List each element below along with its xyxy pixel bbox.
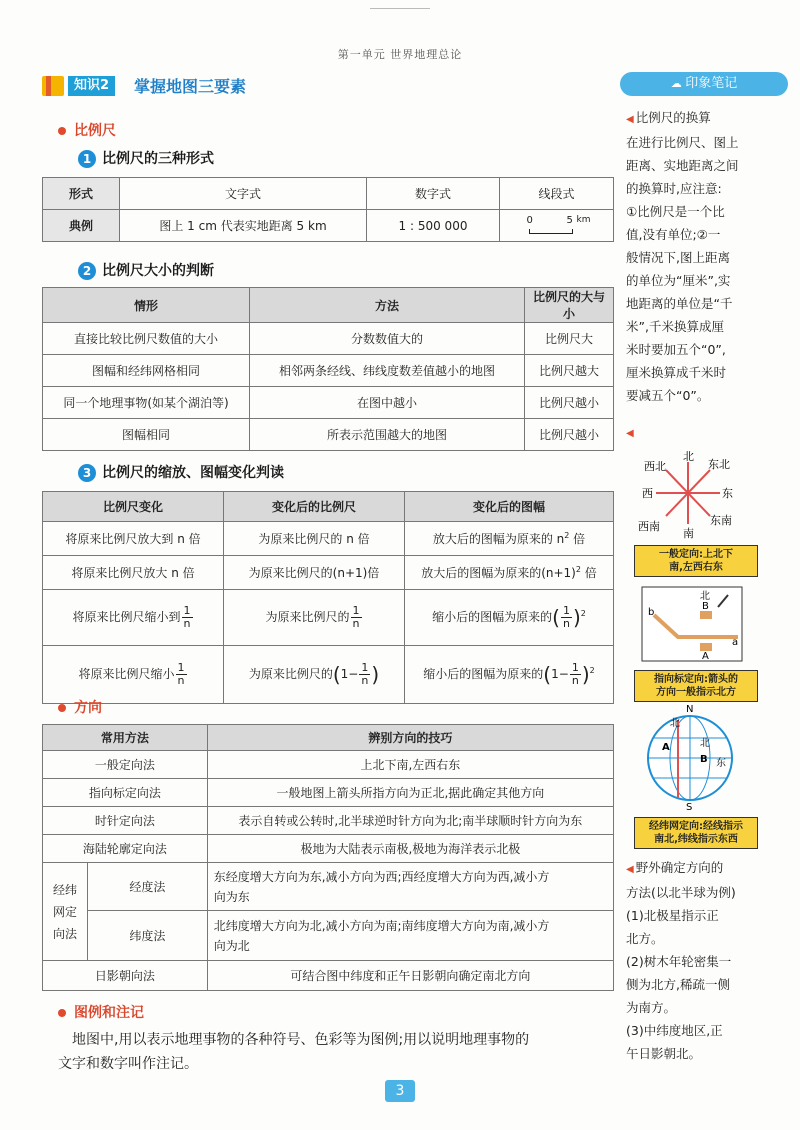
fraction: $\frac{1}{n}$ [352, 604, 360, 630]
table-header: 变化后的图幅 [405, 492, 614, 522]
compass-label: 东北 [708, 458, 730, 471]
table-cell: 缩小后的图幅为原来的( $\frac{1}{n}$ )$^2$ [405, 590, 614, 646]
table-cell: 为原来比例尺的 n 倍 [224, 522, 405, 556]
table-cell: 极地为大陆表示南极,极地为海洋表示北极 [207, 835, 613, 863]
number-badge: 1 [78, 150, 96, 168]
direction-table [42, 724, 614, 991]
table-cell: 同一个地理事物(如某个湖泊等) [43, 387, 250, 419]
svg-text:a: a [732, 637, 739, 648]
section-direction-heading: 方向 [58, 697, 102, 717]
table-cell: 直接比较比例尺数值的大小 [43, 323, 250, 355]
table-header: 变化后的比例尺 [224, 492, 405, 522]
table-cell: 北纬度增大方向为北,减小方向为南;南纬度增大方向为南,减小方 向为北 [207, 911, 613, 961]
running-header [0, 8, 800, 62]
table-header: 文字式 [120, 178, 367, 210]
table-header: 辨别方向的技巧 [207, 725, 613, 751]
book-icon [42, 76, 64, 96]
table-header: 常用方法 [43, 725, 208, 751]
scale-bar-figure [517, 215, 597, 237]
compass-label: 南 [683, 527, 694, 540]
elephant-icon: ☁ [670, 77, 686, 90]
section-scale-heading: 比例尺 [58, 120, 116, 140]
caption-grid-direction: 经纬网定向:经线指示 南北,纬线指示东西 [634, 817, 758, 849]
table-cell: 日影朝向法 [43, 961, 208, 991]
table-header: 比例尺的大与小 [525, 288, 614, 323]
row-label: 典例 [43, 210, 120, 242]
globe-grid-figure [642, 700, 742, 812]
table-cell: 放大后的图幅为原来的$(n+1)^2$ 倍 [405, 556, 614, 590]
svg-text:北: 北 [670, 718, 680, 729]
bullet-dot-icon [58, 1009, 66, 1017]
arrow-direction-figure [638, 585, 748, 665]
fraction: $\frac{1}{n}$ [571, 661, 579, 687]
table-cell: 东经度增大方向为东,减小方向为西;西经度增大方向为西,减小方 向为东 [207, 863, 613, 911]
table-cell: 经度法 [88, 863, 208, 911]
svg-text:A: A [702, 651, 709, 662]
side-note-field: ◀ 野外确定方向的 方法(以北半球为例) (1)北极星指示正 北方。 (2)树木年轮密集一 侧为北方,稀疏一侧 为南方。 (3)中纬度地区,正 午日影朝北。 [626, 860, 736, 1061]
scale-forms-table [42, 177, 614, 242]
scale-bar-cell [500, 210, 614, 242]
table-cell: 比例尺越小 [525, 387, 614, 419]
caption-general-direction: 一般定向:上北下 南,左西右东 [634, 545, 758, 577]
table-cell: 图幅相同 [43, 419, 250, 451]
sub-heading-scale-zoom: 3 比例尺的缩放、图幅变化判读 [78, 462, 284, 482]
table-cell: 在图中越小 [250, 387, 525, 419]
compass-label: 东南 [710, 514, 732, 527]
table-cell: 分数数值大的 [250, 323, 525, 355]
svg-text:北: 北 [700, 591, 710, 602]
caption-arrow-direction: 指向标定向:箭头的 方向一般指示北方 [634, 670, 758, 702]
legend-paragraph: 地图中,用以表示地理事物的各种符号、色彩等为图例;用以说明地理事物的 文字和数字叫作注记。 [58, 1032, 530, 1072]
bullet-dot-icon [58, 704, 66, 712]
knowledge-title: 掌握地图三要素 [134, 77, 247, 96]
table-cell: 1 : 500 000 [367, 210, 500, 242]
triangle-marker-icon: ◀ [626, 428, 634, 439]
compass-label: 北 [683, 450, 694, 463]
table-cell: 比例尺越小 [525, 419, 614, 451]
svg-text:北: 北 [700, 738, 710, 749]
svg-text:A: A [662, 742, 670, 753]
table-cell: 图幅和经纬网格相同 [43, 355, 250, 387]
bullet-dot-icon [58, 127, 66, 135]
table-cell: 比例尺越大 [525, 355, 614, 387]
section-legend-heading: 图例和注记 [58, 1002, 144, 1022]
knowledge-tag: 知识2 [68, 76, 115, 96]
fraction: $\frac{1}{n}$ [562, 604, 570, 630]
svg-text:S: S [686, 802, 693, 812]
header-text: 第一单元 世界地理总论 [337, 48, 463, 61]
svg-text:N: N [686, 704, 694, 715]
table-cell: 比例尺大 [525, 323, 614, 355]
table-cell: 可结合图中纬度和正午日影朝向确定南北方向 [207, 961, 613, 991]
table-cell: 所表示范围越大的地图 [250, 419, 525, 451]
side-note-conversion: ◀ 比例尺的换算 在进行比例尺、图上 距离、实地距离之间 的换算时,应注意: ①比例尺是一个比 值,没有单位;②一 般情况下,图上距离 的单位为“厘米”,实 地距离的单位是“千 米”,千米换算成厘 米时要加五个“0”, 厘米换算成千米时 要减五个“0”。 [626, 110, 739, 403]
svg-text:B: B [702, 601, 709, 612]
knowledge-title-bar [42, 70, 602, 102]
table-cell: 相邻两条经线、纬线度数差值越小的地图 [250, 355, 525, 387]
table-cell: 放大后的图幅为原来的 $n^2$ 倍 [405, 522, 614, 556]
table-header: 形式 [43, 178, 120, 210]
table-cell: 为原来比例尺的 $\frac{1}{n}$ [224, 590, 405, 646]
table-cell: 指向标定向法 [43, 779, 208, 807]
table-header: 线段式 [500, 178, 614, 210]
svg-text:b: b [648, 607, 655, 618]
table-cell: 一般定向法 [43, 751, 208, 779]
scale-bar-five: 5 [566, 214, 573, 226]
number-badge: 3 [78, 464, 96, 482]
table-cell: 为原来比例尺的(n+1)倍 [224, 556, 405, 590]
table-cell: 上北下南,左西右东 [207, 751, 613, 779]
fraction: $\frac{1}{n}$ [177, 661, 185, 687]
compass-rose-figure [636, 450, 746, 540]
table-cell: 将原来比例尺放大 n 倍 [43, 556, 224, 590]
table-cell: 将原来比例尺缩小到 $\frac{1}{n}$ [43, 590, 224, 646]
fraction: $\frac{1}{n}$ [361, 661, 369, 687]
compass-label: 东 [722, 487, 733, 500]
table-header: 比例尺变化 [43, 492, 224, 522]
table-cell: 表示自转或公转时,北半球逆时针方向为北;南半球顺时针方向为东 [207, 807, 613, 835]
table-cell: 纬度法 [88, 911, 208, 961]
table-header: 情形 [43, 288, 250, 323]
number-badge: 2 [78, 262, 96, 280]
table-cell: 海陆轮廓定向法 [43, 835, 208, 863]
sub-heading-scale-judge: 2 比例尺大小的判断 [78, 260, 214, 280]
table-cell: 将原来比例尺放大到 n 倍 [43, 522, 224, 556]
svg-text:B: B [700, 754, 708, 765]
table-header: 方法 [250, 288, 525, 323]
note-header: ☁ 印象笔记 [620, 72, 788, 96]
table-cell: 缩小后的图幅为原来的(1− $\frac{1}{n}$ )$^2$ [405, 646, 614, 704]
grid-method-group: 经纬 网定 向法 [43, 863, 88, 961]
scale-judge-table [42, 287, 614, 451]
table-cell: 图上 1 cm 代表实地距离 5 km [120, 210, 367, 242]
scale-zoom-table [42, 491, 614, 704]
triangle-marker-icon: ◀ [626, 114, 634, 125]
sub-heading-scale-forms: 1 比例尺的三种形式 [78, 148, 214, 168]
scale-bar-zero: 0 [526, 214, 533, 226]
compass-label: 西南 [638, 520, 660, 533]
triangle-marker-icon: ◀ [626, 864, 634, 875]
page-number: 3 [385, 1080, 415, 1102]
table-cell: 为原来比例尺的(1− $\frac{1}{n}$ ) [224, 646, 405, 704]
scale-bar-line [529, 229, 573, 234]
table-cell: 将原来比例尺缩小 $\frac{1}{n}$ [43, 646, 224, 704]
table-header: 数字式 [367, 178, 500, 210]
fraction: $\frac{1}{n}$ [183, 604, 191, 630]
table-cell: 时针定向法 [43, 807, 208, 835]
svg-text:东: 东 [716, 758, 726, 769]
table-cell: 一般地图上箭头所指方向为正北,据此确定其他方向 [207, 779, 613, 807]
scale-bar-unit: km [576, 214, 591, 225]
compass-label: 西北 [644, 460, 666, 473]
compass-label: 西 [642, 487, 653, 500]
